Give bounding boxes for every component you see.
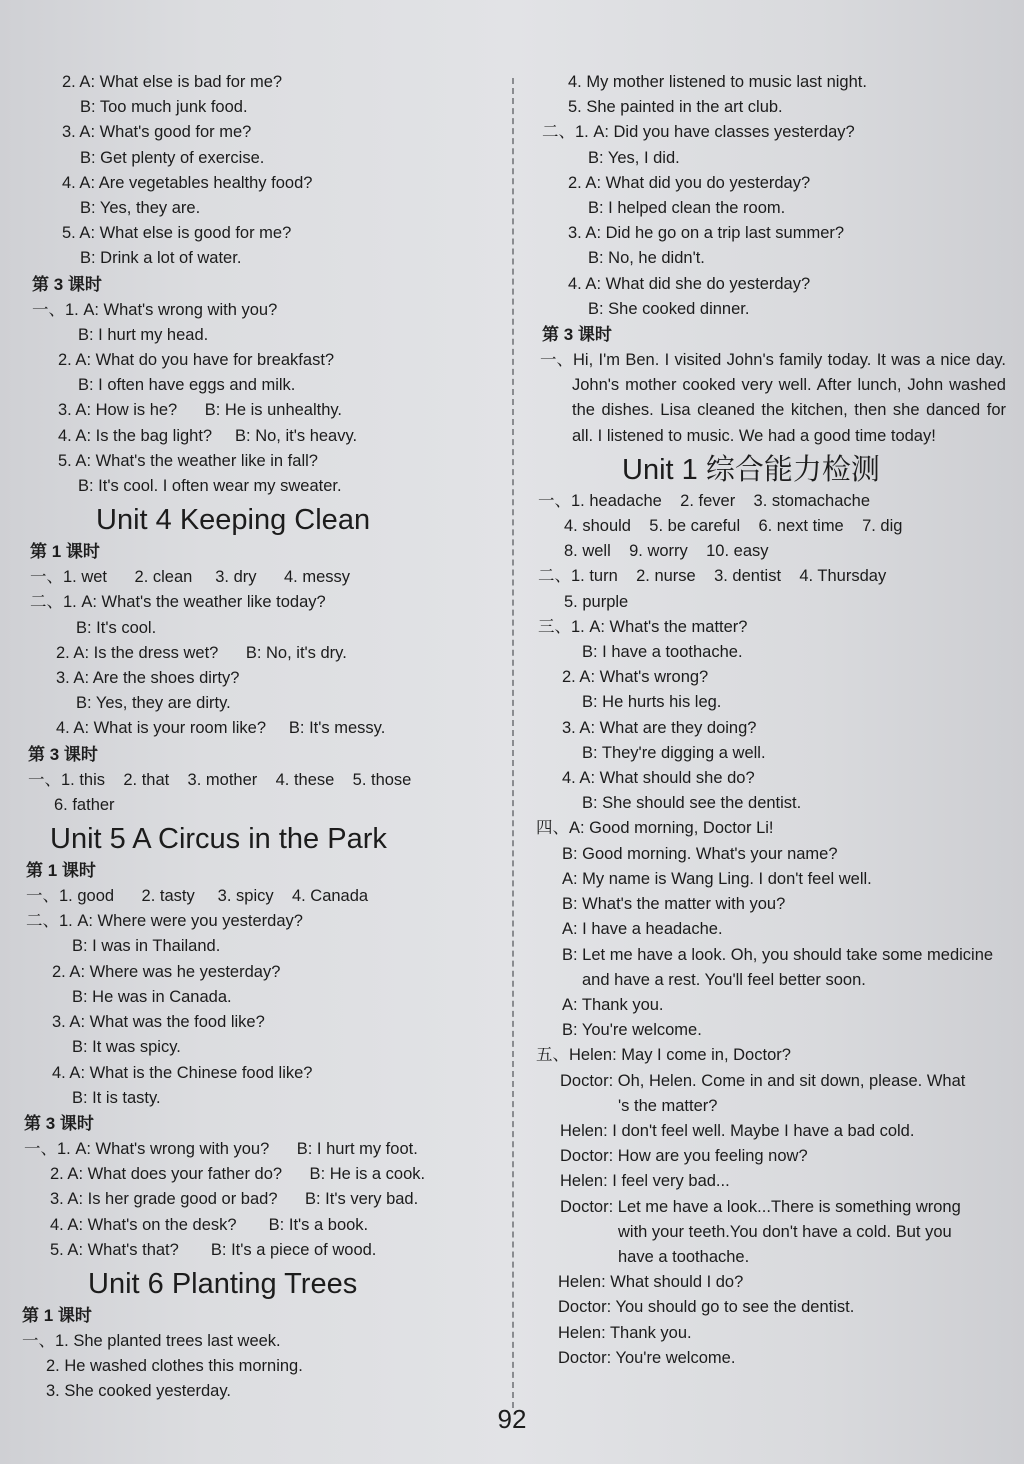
- paragraph-text: Hi, I'm Ben. I visited John's family today. It was a nice day. John's mother cooked very well. After lunch, John washed the dishes. Lisa cleaned the kitchen, then she danced for all. I listened to music. We had a good time today!: [572, 351, 1006, 445]
- answer-line: 2. He washed clothes this morning.: [46, 1357, 303, 1376]
- answer-line: B: It was spicy.: [72, 1038, 181, 1057]
- answer-line: 5. A: What's the weather like in fall?: [58, 451, 318, 470]
- unit-title: Unit 5 A Circus in the Park: [50, 823, 387, 856]
- answer-line: 3. She cooked yesterday.: [46, 1382, 231, 1401]
- answer-line: 2. A: Where was he yesterday?: [52, 962, 281, 981]
- answer-line: 5. A: What else is good for me?: [62, 224, 292, 243]
- answer-line: 一、1. headache 2. fever 3. stomachache: [538, 491, 871, 510]
- answer-line: B: Yes, they are dirty.: [76, 694, 231, 713]
- answer-line: 4. A: What should she do?: [562, 769, 755, 788]
- answer-line: A: My name is Wang Ling. I don't feel well.: [562, 869, 872, 888]
- answer-line: with your teeth.You don't have a cold. But you: [618, 1222, 952, 1241]
- lesson-heading: 第 3 课时: [542, 325, 612, 345]
- answer-line: 二、1. A: What's the weather like today?: [30, 593, 326, 612]
- answer-line: 4. My mother listened to music last night.: [568, 73, 867, 91]
- lesson-heading: 第 3 课时: [32, 274, 102, 294]
- right-column: [536, 70, 1006, 1371]
- answer-line: 4. A: Are vegetables healthy food?: [62, 173, 313, 192]
- answer-line: 2. A: Is the dress wet? B: No, it's dry.: [56, 643, 347, 662]
- lesson-heading: 第 3 课时: [28, 744, 98, 764]
- answer-line: 2. A: What does your father do? B: He is a cook.: [50, 1165, 426, 1184]
- answer-line: 3. A: What are they doing?: [562, 718, 757, 737]
- answer-line: B: It's cool. I often wear my sweater.: [78, 477, 342, 496]
- answer-line: 一、1. good 2. tasty 3. spicy 4. Canada: [26, 887, 369, 906]
- answer-line: B: I have a toothache.: [582, 643, 743, 662]
- answer-line: 3. A: How is he? B: He is unhealthy.: [58, 401, 343, 420]
- answer-line: B: I hurt my head.: [78, 325, 209, 344]
- answer-line: 四、A: Good morning, Doctor Li!: [536, 819, 774, 838]
- answer-line: A: I have a headache.: [562, 920, 723, 939]
- answer-line: 4. should 5. be careful 6. next time 7. dig: [564, 517, 903, 536]
- answer-line: B: Drink a lot of water.: [80, 249, 242, 268]
- answer-line: 6. father: [54, 795, 115, 814]
- unit-title: Unit 6 Planting Trees: [88, 1267, 358, 1300]
- answer-line: B: Get plenty of exercise.: [80, 148, 265, 167]
- answer-line: 2. A: What did you do yesterday?: [568, 173, 811, 192]
- answer-line: 一、1. wet 2. clean 3. dry 4. messy: [30, 568, 351, 587]
- answer-line: B: You're welcome.: [562, 1021, 702, 1040]
- answer-line: 3. A: Are the shoes dirty?: [56, 669, 240, 688]
- answer-line: B: They're digging a well.: [582, 743, 766, 762]
- answer-line: Helen: Thank you.: [558, 1323, 692, 1342]
- answer-line: 4. A: What did she do yesterday?: [568, 274, 811, 293]
- answer-line: B: What's the matter with you?: [562, 895, 786, 914]
- answer-line: B: She should see the dentist.: [582, 794, 802, 813]
- answer-line: Doctor: How are you feeling now?: [560, 1147, 808, 1166]
- column-divider: [512, 78, 514, 1408]
- answer-line: Doctor: Oh, Helen. Come in and sit down, please. What: [560, 1071, 966, 1090]
- answer-line: B: She cooked dinner.: [588, 299, 750, 318]
- answer-line: B: Yes, I did.: [588, 148, 680, 167]
- answer-line: 2. A: What do you have for breakfast?: [58, 351, 335, 370]
- answer-line: 3. A: What's good for me?: [62, 123, 252, 142]
- answer-line: Doctor: You should go to see the dentist.: [558, 1298, 855, 1317]
- section-label: 一、: [540, 351, 573, 370]
- answer-line: B: He hurts his leg.: [582, 693, 722, 712]
- answer-line: 2. A: What else is bad for me?: [62, 73, 283, 91]
- lesson-heading: 第 1 课时: [30, 542, 100, 562]
- answer-line: 三、1. A: What's the matter?: [538, 617, 748, 636]
- answer-line: 4. A: What's on the desk? B: It's a book.: [50, 1215, 369, 1234]
- answer-line: have a toothache.: [618, 1247, 750, 1266]
- unit-title: Unit 1 综合能力检测: [622, 453, 880, 486]
- answer-line: B: I was in Thailand.: [72, 937, 221, 956]
- lesson-heading: 第 1 课时: [22, 1305, 92, 1325]
- answer-line: Doctor: Let me have a look...There is something wrong: [560, 1197, 961, 1216]
- answer-line: Helen: What should I do?: [558, 1273, 744, 1292]
- page-number: 92: [497, 1404, 527, 1434]
- answer-line: B: Good morning. What's your name?: [562, 844, 838, 863]
- answer-line: B: It's cool.: [76, 618, 157, 637]
- answer-line: 一、1. She planted trees last week.: [22, 1331, 281, 1350]
- answer-line: A: Thank you.: [562, 995, 664, 1014]
- answer-line: 2. A: What's wrong?: [562, 668, 709, 687]
- answer-line: 一、1. A: What's wrong with you?: [32, 300, 278, 319]
- answer-line: B: It is tasty.: [72, 1088, 161, 1107]
- answer-line: B: No, he didn't.: [588, 249, 705, 268]
- answer-line: B: I often have eggs and milk.: [78, 376, 296, 395]
- answer-line: B: Let me have a look. Oh, you should take some medicine: [562, 945, 994, 964]
- answer-line: 二、1. A: Did you have classes yesterday?: [542, 123, 855, 142]
- answer-line: Helen: I don't feel well. Maybe I have a bad cold.: [560, 1121, 915, 1140]
- answer-line: 五、Helen: May I come in, Doctor?: [536, 1046, 791, 1065]
- lesson-heading: 第 1 课时: [26, 861, 96, 881]
- answer-line: 5. A: What's that? B: It's a piece of wood.: [50, 1240, 377, 1259]
- answer-line: 4. A: What is your room like? B: It's messy.: [56, 719, 386, 738]
- answer-line: B: I helped clean the room.: [588, 199, 786, 218]
- answer-line: 's the matter?: [618, 1096, 718, 1115]
- answer-line: 3. A: What was the food like?: [52, 1013, 265, 1032]
- answer-line: 4. A: Is the bag light? B: No, it's heavy.: [58, 426, 358, 445]
- answer-line: 5. purple: [564, 592, 629, 611]
- answer-line: 二、1. A: Where were you yesterday?: [26, 912, 303, 931]
- answer-line: Helen: I feel very bad...: [560, 1172, 730, 1191]
- answer-line: 二、1. turn 2. nurse 3. dentist 4. Thursday: [538, 567, 887, 586]
- answer-line: 4. A: What is the Chinese food like?: [52, 1063, 313, 1082]
- lesson-heading: 第 3 课时: [24, 1113, 94, 1133]
- answer-line: Doctor: You're welcome.: [558, 1348, 736, 1367]
- answer-line: 8. well 9. worry 10. easy: [564, 542, 769, 561]
- answer-line: B: Yes, they are.: [80, 199, 201, 218]
- answer-line: 一、1. A: What's wrong with you? B: I hurt my foot.: [24, 1139, 418, 1158]
- answer-line: and have a rest. You'll feel better soon.: [582, 970, 866, 989]
- unit-title: Unit 4 Keeping Clean: [96, 504, 371, 537]
- answer-line: 3. A: Did he go on a trip last summer?: [568, 224, 845, 243]
- left-column: [22, 70, 500, 1405]
- answer-line: 一、1. this 2. that 3. mother 4. these 5. those: [28, 770, 412, 789]
- answer-line: 5. She painted in the art club.: [568, 98, 783, 117]
- answer-line: 3. A: Is her grade good or bad? B: It's very bad.: [50, 1190, 419, 1209]
- answer-line: B: He was in Canada.: [72, 987, 232, 1006]
- answer-line: B: Too much junk food.: [80, 98, 248, 117]
- answer-paragraph: [540, 348, 1006, 449]
